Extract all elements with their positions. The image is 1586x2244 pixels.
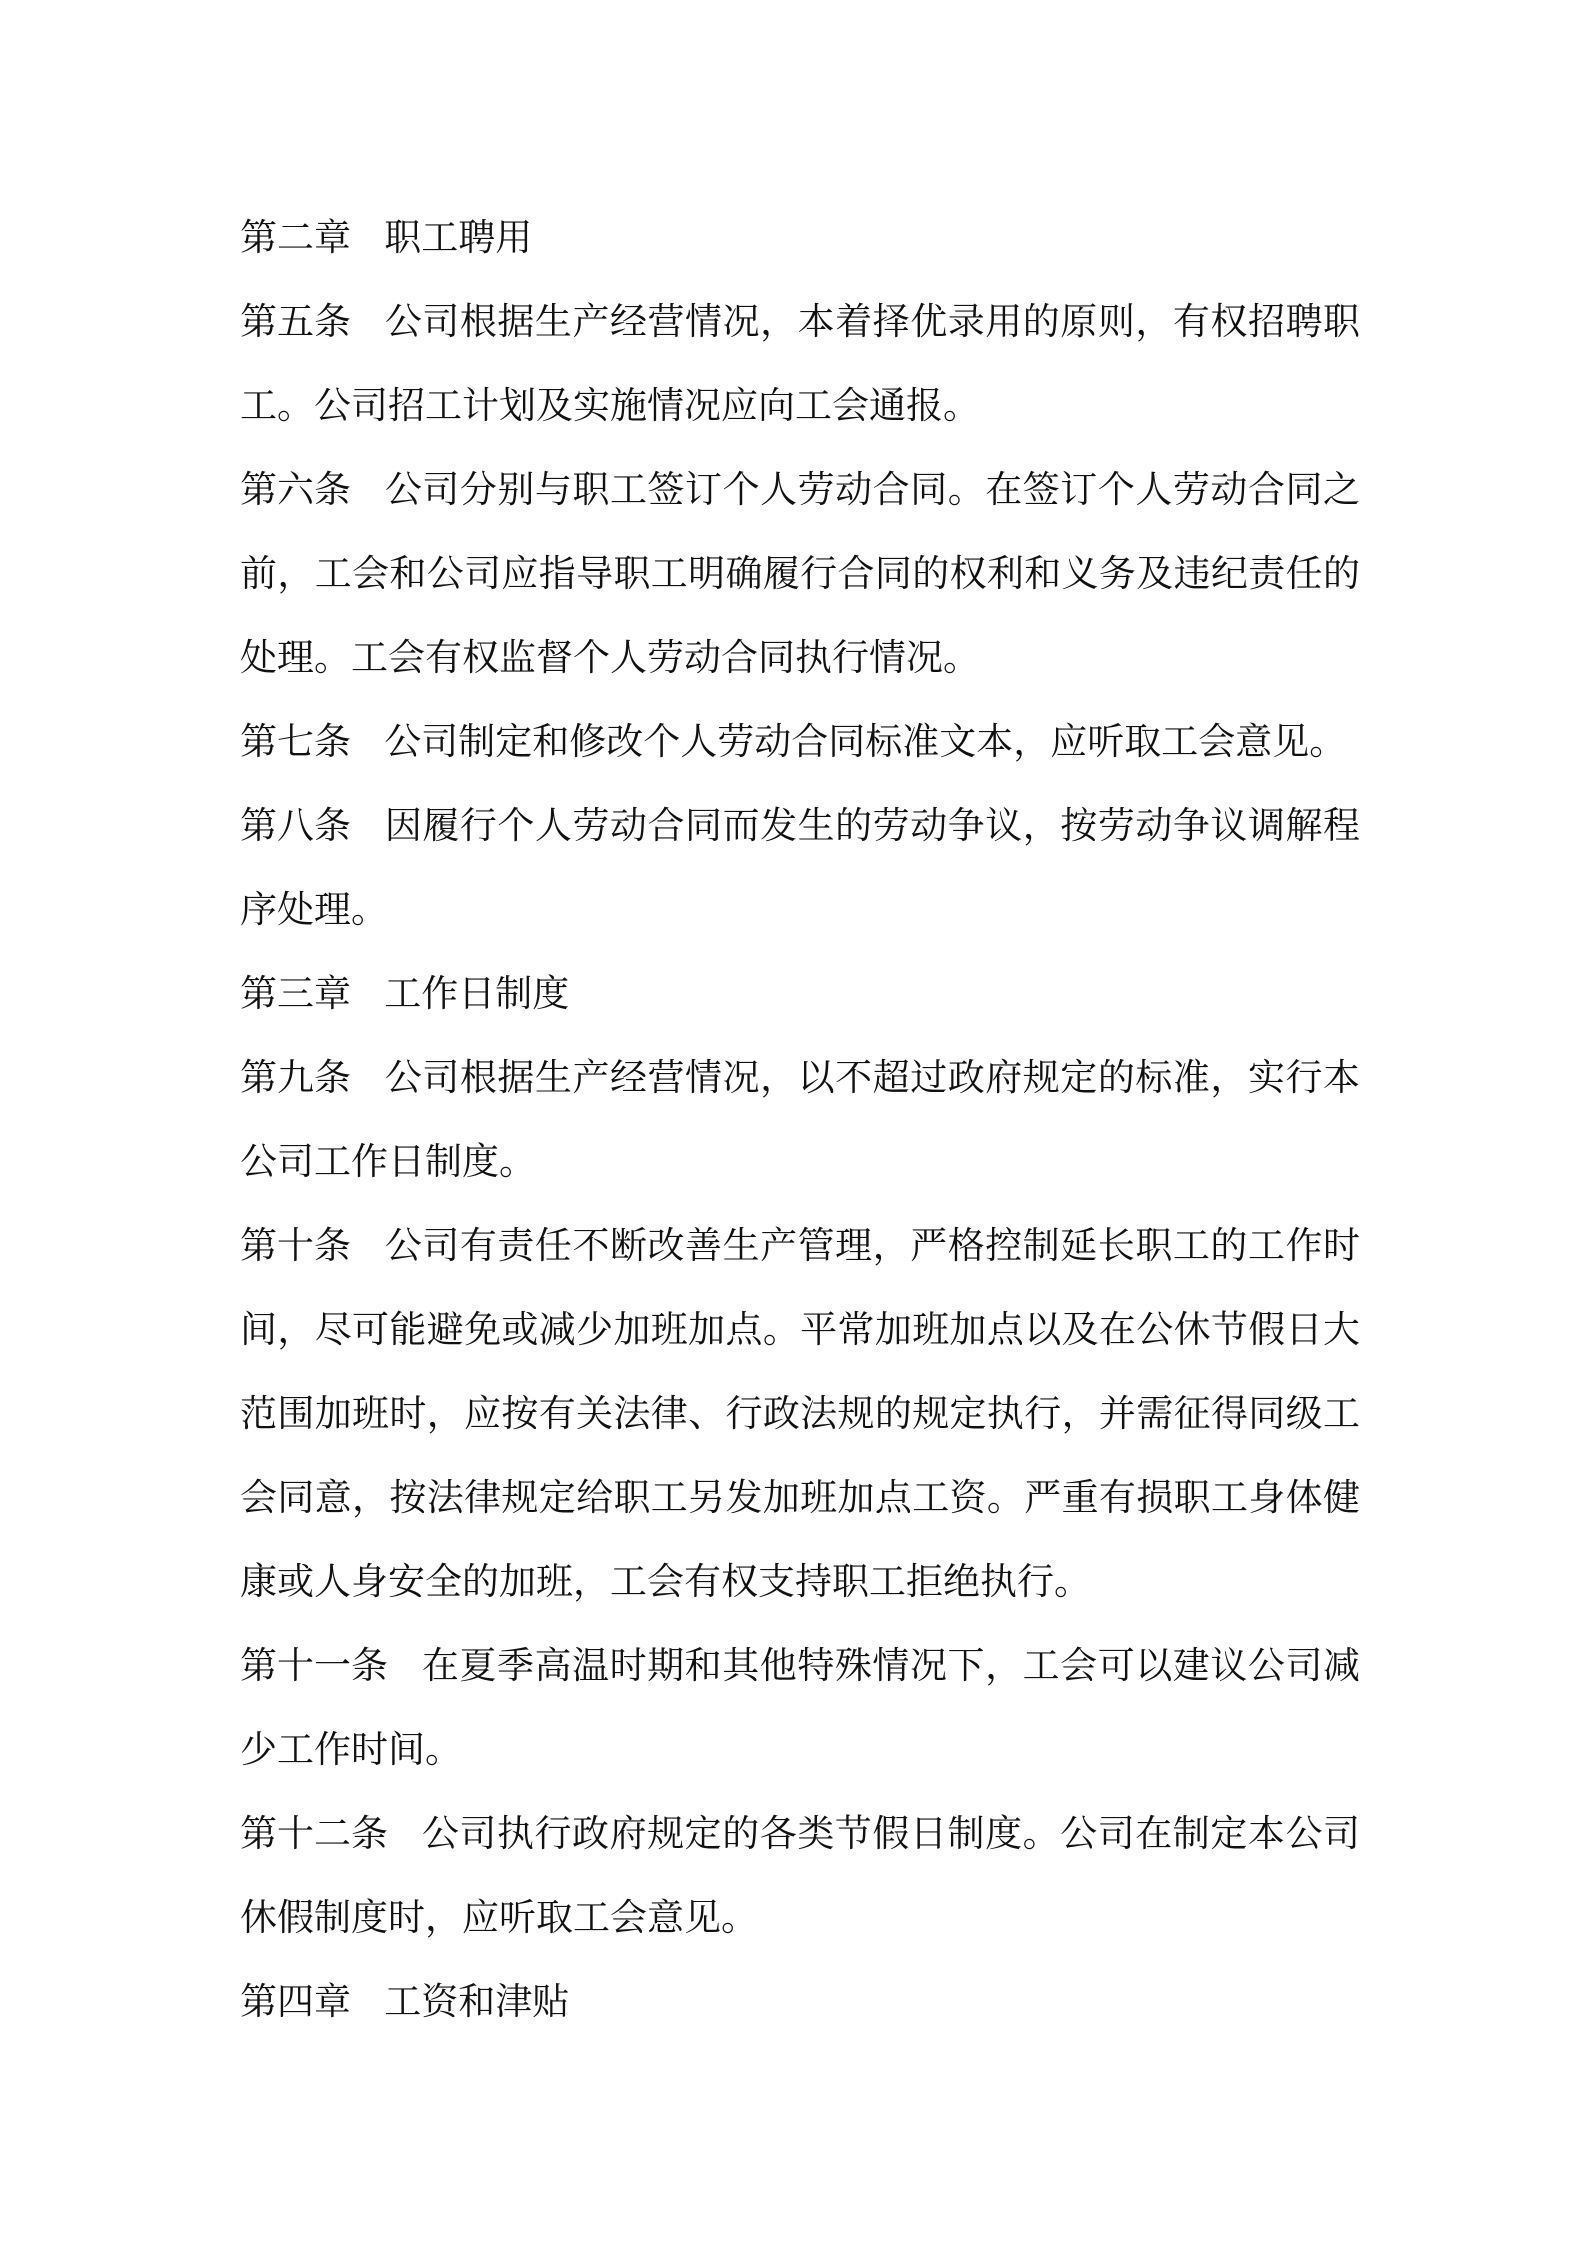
text-line bbox=[240, 1624, 1360, 1708]
article-label: 第十二条 bbox=[240, 1812, 388, 1855]
chapter-heading bbox=[240, 1960, 1360, 2044]
text-line bbox=[240, 1120, 1360, 1204]
article-label: 第十一条 bbox=[240, 1644, 388, 1687]
line-text: 职工聘用 bbox=[384, 216, 533, 259]
line-text: 公司有责任不断改善生产管理，严格控制延长职工的工作时 bbox=[384, 1224, 1360, 1267]
line-text: 在夏季高温时期和其他特殊情况下，工会可以建议公司减 bbox=[421, 1644, 1360, 1687]
article-label: 第五条 bbox=[240, 300, 351, 343]
article-label: 第十条 bbox=[240, 1224, 351, 1267]
line-text: 工资和津贴 bbox=[384, 1980, 570, 2023]
text-line bbox=[240, 616, 1360, 700]
line-text: 公司工作日制度。 bbox=[240, 1140, 536, 1183]
article-paragraph bbox=[240, 1036, 1360, 1204]
text-line bbox=[240, 700, 1360, 784]
line-text: 公司制定和修改个人劳动合同标准文本，应听取工会意见。 bbox=[384, 720, 1347, 763]
article-label: 第九条 bbox=[240, 1056, 351, 1099]
article-paragraph bbox=[240, 700, 1360, 784]
line-text: 工作日制度 bbox=[384, 972, 570, 1015]
chapter-heading bbox=[240, 196, 1360, 280]
line-text: 康或人身安全的加班，工会有权支持职工拒绝执行。 bbox=[240, 1560, 1091, 1603]
article-label: 第六条 bbox=[240, 468, 351, 511]
text-line bbox=[240, 1960, 1360, 2044]
line-text: 序处理。 bbox=[240, 888, 388, 931]
text-line bbox=[240, 1708, 1360, 1792]
article-paragraph bbox=[240, 448, 1360, 700]
text-line bbox=[240, 364, 1360, 448]
line-text: 处理。工会有权监督个人劳动合同执行情况。 bbox=[240, 636, 980, 679]
text-line bbox=[240, 532, 1360, 616]
line-text: 因履行个人劳动合同而发生的劳动争议，按劳动争议调解程 bbox=[384, 804, 1360, 847]
text-line bbox=[240, 1204, 1360, 1288]
article-paragraph bbox=[240, 1792, 1360, 1960]
line-text: 前，工会和公司应指导职工明确履行合同的权利和义务及违纪责任的 bbox=[240, 552, 1360, 595]
text-line bbox=[240, 1540, 1360, 1624]
line-text: 工。公司招工计划及实施情况应向工会通报。 bbox=[240, 384, 980, 427]
article-label: 第七条 bbox=[240, 720, 351, 763]
line-text: 少工作时间。 bbox=[240, 1728, 462, 1771]
line-text: 间，尽可能避免或减少加班加点。平常加班加点以及在公休节假日大 bbox=[240, 1308, 1360, 1351]
document-body bbox=[240, 196, 1360, 2044]
article-paragraph bbox=[240, 1204, 1360, 1624]
text-line bbox=[240, 952, 1360, 1036]
article-paragraph bbox=[240, 784, 1360, 952]
line-text: 公司分别与职工签订个人劳动合同。在签订个人劳动合同之 bbox=[384, 468, 1360, 511]
article-label: 第八条 bbox=[240, 804, 351, 847]
chapter-label: 第四章 bbox=[240, 1980, 351, 2023]
text-line bbox=[240, 448, 1360, 532]
article-paragraph bbox=[240, 1624, 1360, 1792]
text-line bbox=[240, 280, 1360, 364]
text-line bbox=[240, 1036, 1360, 1120]
line-text: 公司执行政府规定的各类节假日制度。公司在制定本公司 bbox=[421, 1812, 1360, 1855]
text-line bbox=[240, 1288, 1360, 1372]
text-line bbox=[240, 1456, 1360, 1540]
text-line bbox=[240, 196, 1360, 280]
text-line bbox=[240, 868, 1360, 952]
text-line bbox=[240, 1792, 1360, 1876]
line-text: 公司根据生产经营情况，以不超过政府规定的标准，实行本 bbox=[384, 1056, 1360, 1099]
text-line bbox=[240, 1372, 1360, 1456]
article-paragraph bbox=[240, 280, 1360, 448]
line-text: 会同意，按法律规定给职工另发加班加点工资。严重有损职工身体健 bbox=[240, 1476, 1360, 1519]
text-line bbox=[240, 1876, 1360, 1960]
line-text: 公司根据生产经营情况，本着择优录用的原则，有权招聘职 bbox=[384, 300, 1360, 343]
text-line bbox=[240, 784, 1360, 868]
chapter-label: 第二章 bbox=[240, 216, 351, 259]
line-text: 范围加班时，应按有关法律、行政法规的规定执行，并需征得同级工 bbox=[240, 1392, 1360, 1435]
chapter-heading bbox=[240, 952, 1360, 1036]
line-text: 休假制度时，应听取工会意见。 bbox=[240, 1896, 758, 1939]
chapter-label: 第三章 bbox=[240, 972, 351, 1015]
